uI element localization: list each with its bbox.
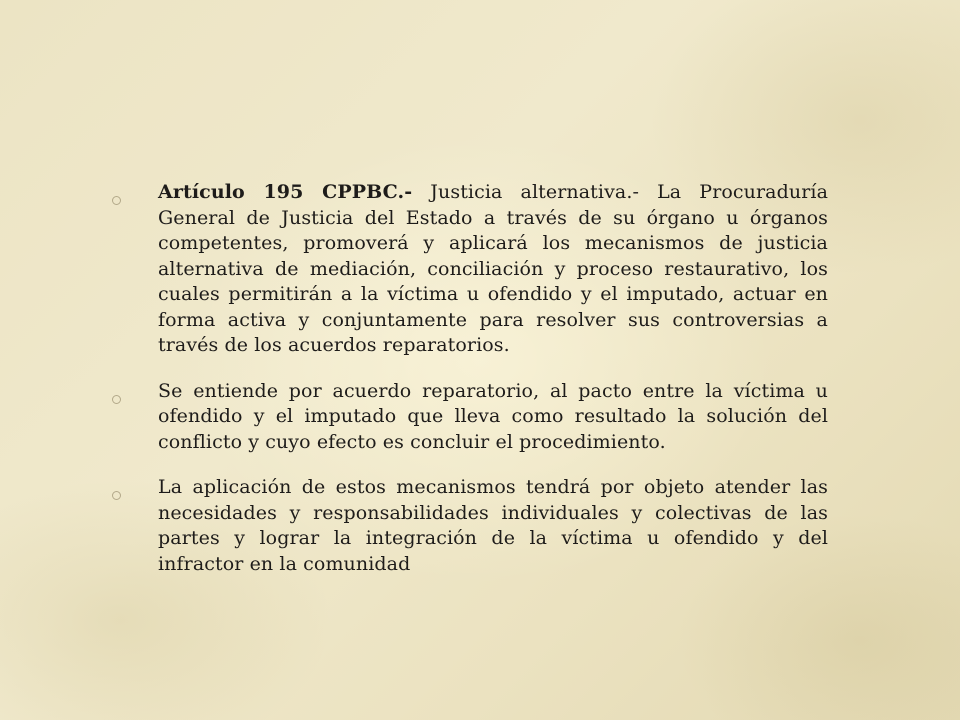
bullet-aplicacion-mecanismos	[112, 475, 828, 577]
bullet-text: Justicia alternativa.- La Procuraduría General de Justicia del Estado a través de su órgano u órganos competentes, promoverá y aplicará los mecanismos de justicia alternativa de mediación, conciliación y proceso restaurativo, los cuales permitirán a la víctima u ofendido y el imputado, actuar en forma activa y conjuntamente para resolver sus controversias a través de los acuerdos reparatorios.	[158, 181, 828, 356]
bullet-article-195	[112, 180, 828, 359]
bullet-text: Se entiende por acuerdo reparatorio, al pacto entre la víctima u ofendido y el imputado que lleva como resultado la solución del conflicto y cuyo efecto es concluir el procedimiento.	[158, 379, 828, 453]
bullet-acuerdo-reparatorio	[112, 379, 828, 456]
bullet-circle-icon	[112, 395, 121, 404]
article-reference: Artículo 195 CPPBC.-	[158, 181, 413, 203]
bullet-circle-icon	[112, 196, 121, 205]
bullet-circle-icon	[112, 491, 121, 500]
slide-content	[112, 180, 828, 597]
bullet-text: La aplicación de estos mecanismos tendrá por objeto atender las necesidades y responsabilidades individuales y colectivas de las partes y lograr la integración de la víctima u ofendido y del infractor en la comunidad	[158, 476, 828, 575]
